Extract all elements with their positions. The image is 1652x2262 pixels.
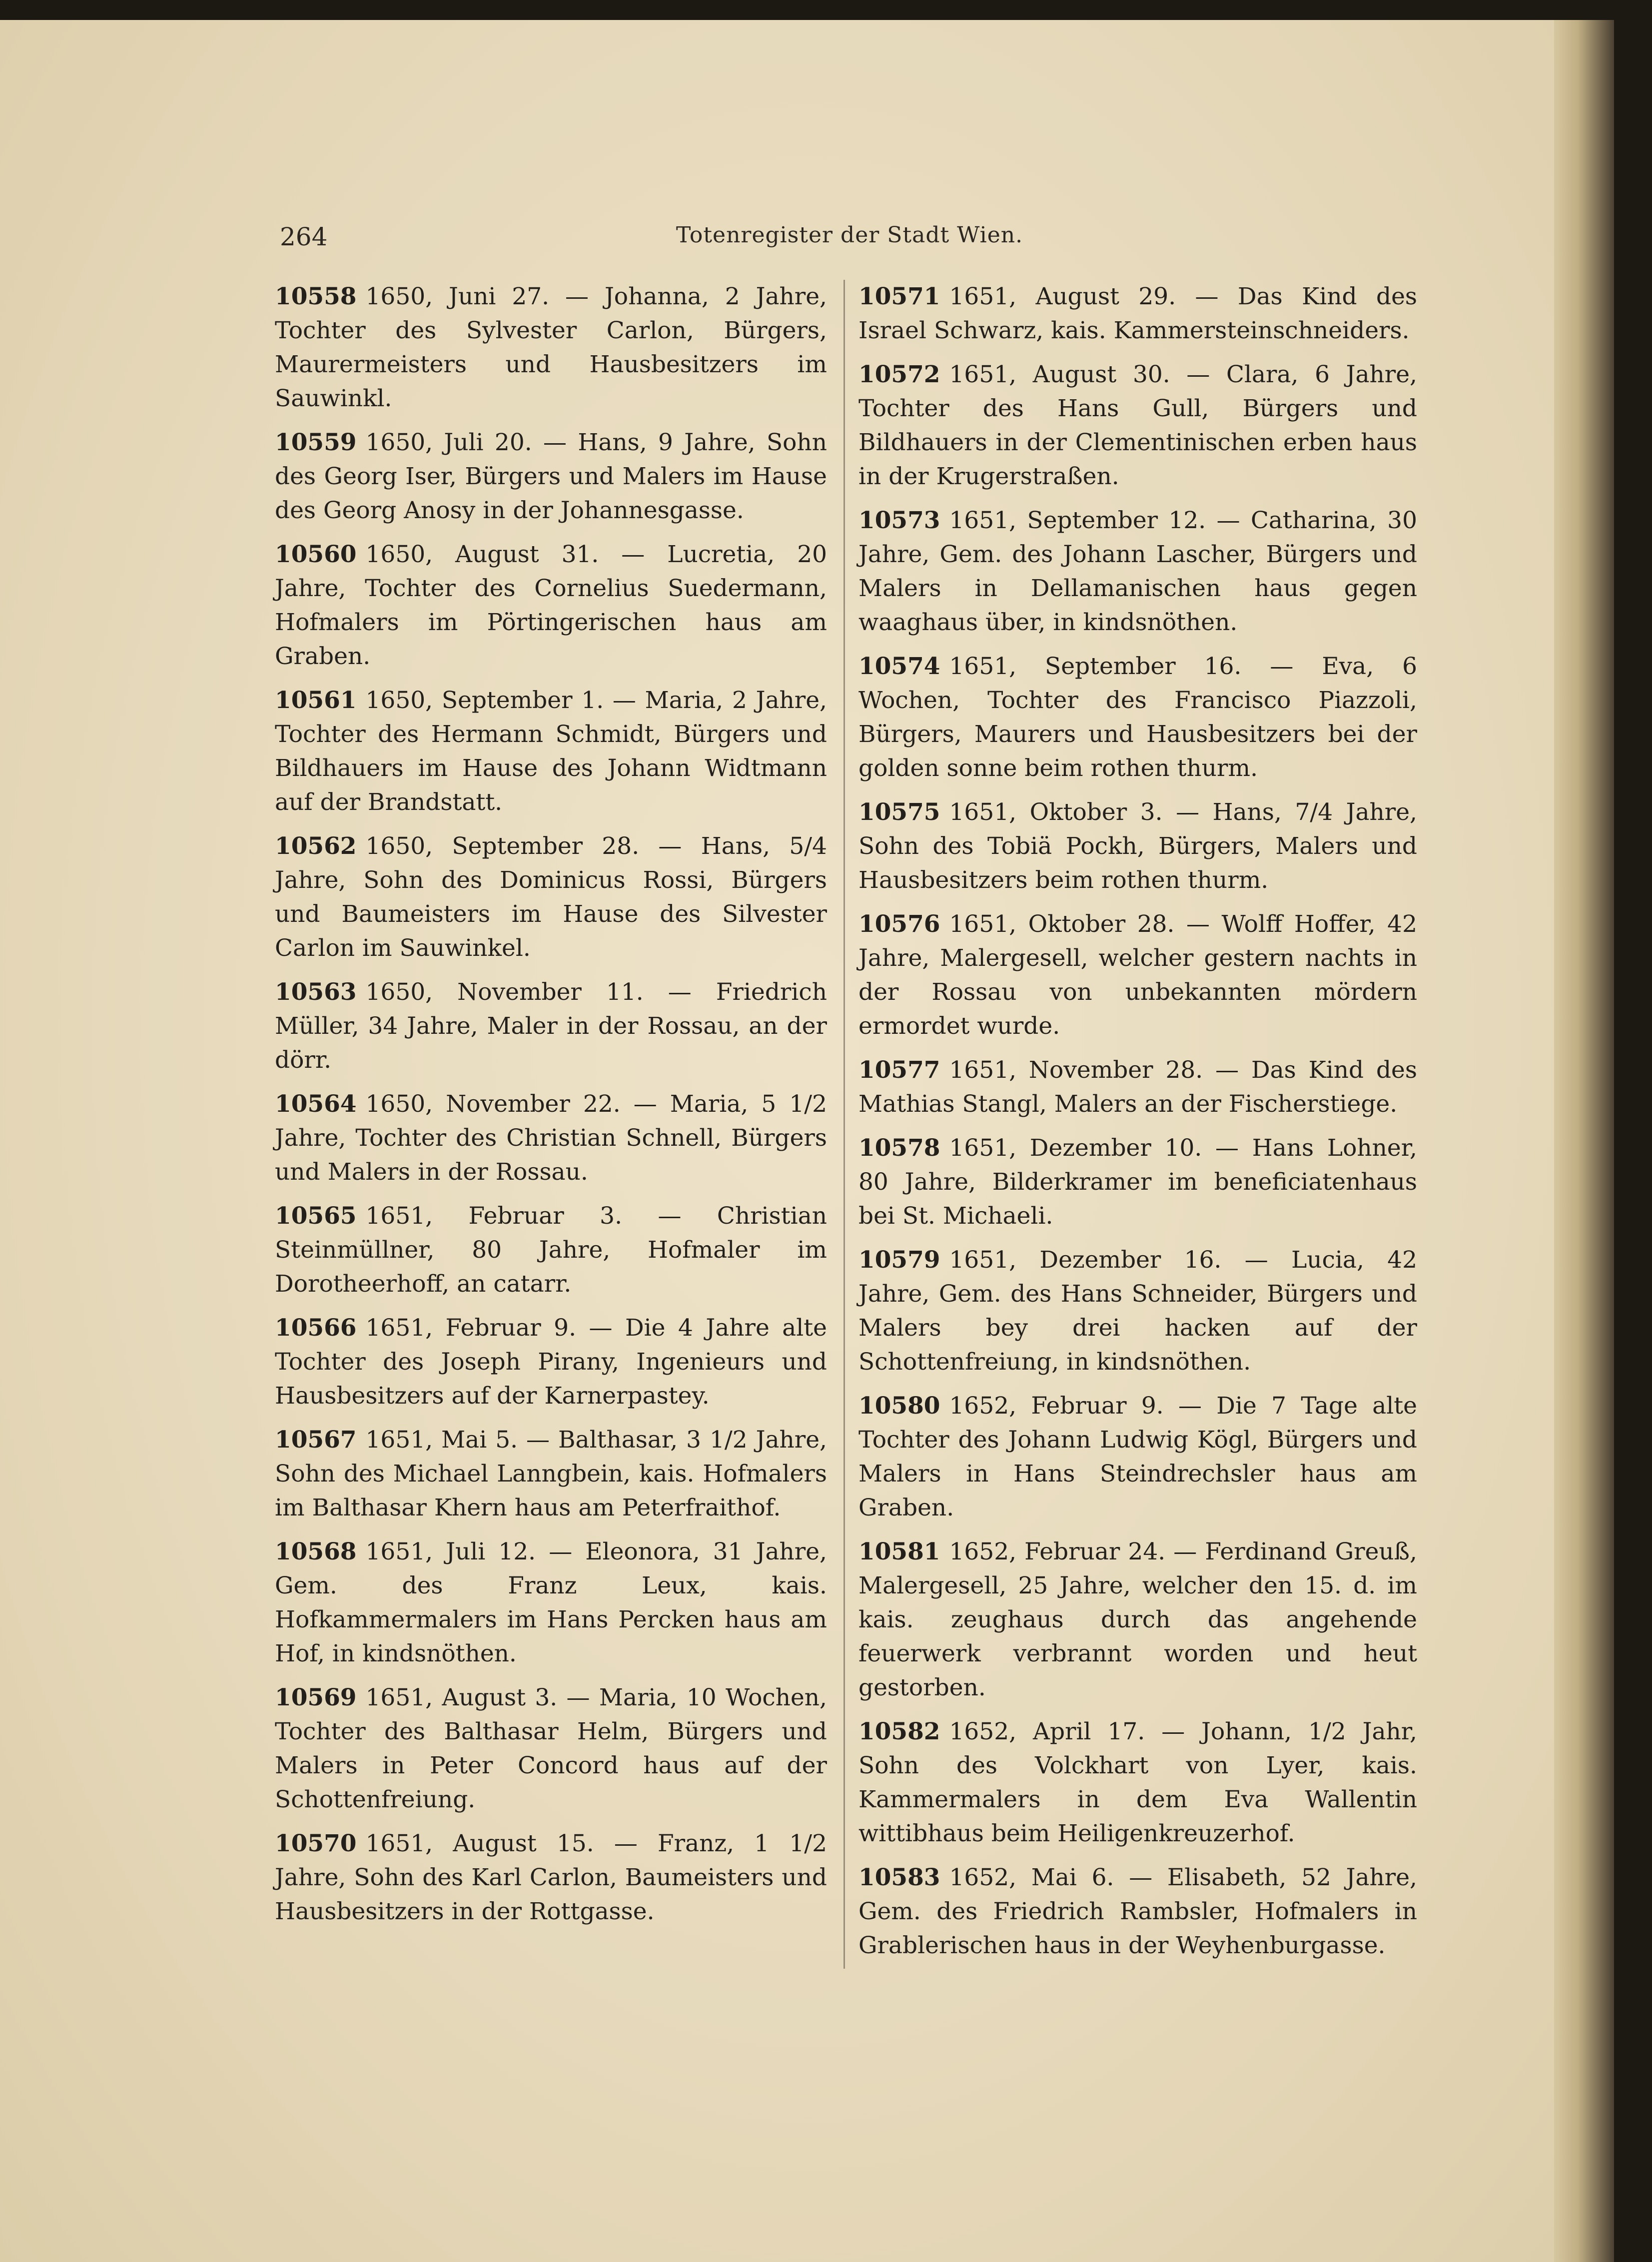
register-entry: [858, 795, 1417, 897]
entry-number: 10562: [275, 832, 357, 860]
book-spine: [1554, 20, 1614, 2262]
entry-text: 1651, August 30. — Clara, 6 Jahre, Tochter des Hans Gull, Bürgers und Bildhauers in der Clementinischen erben haus in der Krugerstraßen.: [858, 361, 1417, 490]
register-entry: [275, 280, 827, 416]
entry-number: 10580: [858, 1392, 940, 1420]
entry-text: 1650, August 31. — Lucretia, 20 Jahre, Tochter des Cornelius Suedermann, Hofmalers im Pörtingerischen haus am Graben.: [275, 541, 827, 670]
register-entry: [275, 975, 827, 1077]
entry-number: 10559: [275, 429, 357, 456]
register-entry: [275, 1311, 827, 1413]
register-entry: [858, 280, 1417, 348]
entry-text: 1651, November 28. — Das Kind des Mathias Stangl, Malers an der Fischerstiege.: [858, 1056, 1417, 1118]
register-entry: [858, 1053, 1417, 1121]
entry-text: 1651, August 3. — Maria, 10 Wochen, Tochter des Balthasar Helm, Bürgers und Malers in Peter Concord haus auf der Schottenfreiung.: [275, 1684, 827, 1813]
entry-number: 10568: [275, 1538, 357, 1565]
entry-number: 10583: [858, 1864, 940, 1891]
entry-text: 1651, August 15. — Franz, 1 1/2 Jahre, Sohn des Karl Carlon, Baumeisters und Hausbesitzers in der Rottgasse.: [275, 1830, 827, 1925]
entry-number: 10577: [858, 1056, 940, 1084]
register-entry: [275, 1199, 827, 1301]
entry-text: 1652, Februar 24. — Ferdinand Greuß, Malergesell, 25 Jahre, welcher den 15. d. im kais. zeughaus durch das angehende feuerwerk verbrannt worden und heut gestorben.: [858, 1538, 1417, 1701]
page-header: [280, 222, 1419, 257]
register-entry: [858, 650, 1417, 785]
register-entry: [858, 907, 1417, 1043]
entry-number: 10567: [275, 1426, 357, 1454]
entry-text: 1650, November 22. — Maria, 5 1/2 Jahre, Tochter des Christian Schnell, Bürgers und Malers in der Rossau.: [275, 1090, 827, 1186]
register-entry: [275, 1087, 827, 1189]
running-title: Totenregister der Stadt Wien.: [676, 222, 1023, 248]
entry-number: 10560: [275, 541, 357, 568]
register-entry: [275, 1827, 827, 1929]
register-entry: [858, 1861, 1417, 1963]
register-entry: [858, 358, 1417, 494]
entry-number: 10563: [275, 978, 357, 1006]
entry-number: 10566: [275, 1314, 357, 1342]
entry-text: 1651, Oktober 3. — Hans, 7/4 Jahre, Sohn des Tobiä Pockh, Bürgers, Malers und Hausbesitzers beim rothen thurm.: [858, 798, 1417, 894]
entry-text: 1651, August 29. — Das Kind des Israel Schwarz, kais. Kammersteinschneiders.: [858, 283, 1417, 344]
entry-number: 10582: [858, 1718, 940, 1745]
register-entry: [858, 1535, 1417, 1705]
register-entry: [275, 1423, 827, 1525]
register-entry: [275, 684, 827, 819]
entry-text: 1652, April 17. — Johann, 1/2 Jahr, Sohn des Volckhart von Lyer, kais. Kammermalers in dem Eva Wallentin wittibhaus beim Heiligenkreuzerhof.: [858, 1718, 1417, 1847]
entry-text: 1651, September 12. — Catharina, 30 Jahre, Gem. des Johann Lascher, Bürgers und Malers in Dellamanischen haus gegen waaghaus über, in kindsnöthen.: [858, 507, 1417, 636]
entry-text: 1650, Juni 27. — Johanna, 2 Jahre, Tochter des Sylvester Carlon, Bürgers, Maurermeisters und Hausbesitzers im Sauwinkl.: [275, 283, 827, 412]
entry-text: 1652, Februar 9. — Die 7 Tage alte Tochter des Johann Ludwig Kögl, Bürgers und Malers in Hans Steindrechsler haus am Graben.: [858, 1392, 1417, 1521]
register-entry: [275, 426, 827, 528]
register-entry: [275, 538, 827, 674]
entry-text: 1650, November 11. — Friedrich Müller, 34 Jahre, Maler in der Rossau, an der dörr.: [275, 978, 827, 1074]
page-number: 264: [280, 222, 328, 251]
entry-text: 1651, Oktober 28. — Wolff Hoffer, 42 Jahre, Malergesell, welcher gestern nachts in der Rossau von unbekannten mördern ermordet wurde.: [858, 910, 1417, 1040]
left-column: [275, 280, 827, 1939]
entry-text: 1650, September 28. — Hans, 5/4 Jahre, Sohn des Dominicus Rossi, Bürgers und Baumeisters im Hause des Silvester Carlon im Sauwinkel.: [275, 832, 827, 962]
entry-text: 1652, Mai 6. — Elisabeth, 52 Jahre, Gem. des Friedrich Rambsler, Hofmalers in Grablerischen haus in der Weyhenburgasse.: [858, 1864, 1417, 1959]
book-page: [0, 20, 1614, 2262]
entry-text: 1651, Dezember 10. — Hans Lohner, 80 Jahre, Bilderkramer im beneficiatenhaus bei St. Michaeli.: [858, 1134, 1417, 1230]
entry-number: 10578: [858, 1134, 940, 1162]
entry-text: 1650, September 1. — Maria, 2 Jahre, Tochter des Hermann Schmidt, Bürgers und Bildhauers im Hause des Johann Widtmann auf der Brandstatt.: [275, 687, 827, 816]
register-entry: [275, 829, 827, 965]
entry-number: 10576: [858, 910, 940, 938]
entry-number: 10565: [275, 1202, 357, 1230]
entry-text: 1651, Februar 3. — Christian Steinmüllner, 80 Jahre, Hofmaler im Dorotheerhoff, an catarr.: [275, 1202, 827, 1298]
register-entry: [858, 504, 1417, 640]
entry-number: 10570: [275, 1830, 357, 1857]
register-entry: [858, 1389, 1417, 1525]
register-entry: [858, 1243, 1417, 1379]
entry-number: 10564: [275, 1090, 357, 1118]
entry-text: 1650, Juli 20. — Hans, 9 Jahre, Sohn des Georg Iser, Bürgers und Malers im Hause des Georg Anosy in der Johannesgasse.: [275, 429, 827, 524]
entry-text: 1651, September 16. — Eva, 6 Wochen, Tochter des Francisco Piazzoli, Bürgers, Maurers und Hausbesitzers bei der golden sonne beim rothen thurm.: [858, 653, 1417, 782]
entry-number: 10572: [858, 361, 940, 388]
entry-number: 10569: [275, 1684, 357, 1711]
register-entry: [275, 1681, 827, 1817]
entry-number: 10574: [858, 653, 940, 680]
right-column: [858, 280, 1417, 1973]
entry-number: 10575: [858, 798, 940, 826]
entry-text: 1651, Mai 5. — Balthasar, 3 1/2 Jahre, Sohn des Michael Lanngbein, kais. Hofmalers im Balthasar Khern haus am Peterfraithof.: [275, 1426, 827, 1521]
entry-number: 10558: [275, 283, 357, 310]
register-entry: [858, 1715, 1417, 1851]
entry-text: 1651, Februar 9. — Die 4 Jahre alte Tochter des Joseph Pirany, Ingenieurs und Hausbesitzers auf der Karnerpastey.: [275, 1314, 827, 1410]
register-entry: [275, 1535, 827, 1671]
entry-number: 10573: [858, 507, 940, 534]
column-divider: [843, 280, 845, 1969]
entry-text: 1651, Juli 12. — Eleonora, 31 Jahre, Gem. des Franz Leux, kais. Hofkammermalers im Hans Percken haus am Hof, in kindsnöthen.: [275, 1538, 827, 1667]
entry-number: 10561: [275, 687, 357, 714]
entry-text: 1651, Dezember 16. — Lucia, 42 Jahre, Gem. des Hans Schneider, Bürgers und Malers bey drei hacken auf der Schottenfreiung, in kindsnöthen.: [858, 1246, 1417, 1376]
entry-number: 10571: [858, 283, 940, 310]
entry-number: 10579: [858, 1246, 940, 1274]
entry-number: 10581: [858, 1538, 940, 1565]
register-entry: [858, 1131, 1417, 1233]
